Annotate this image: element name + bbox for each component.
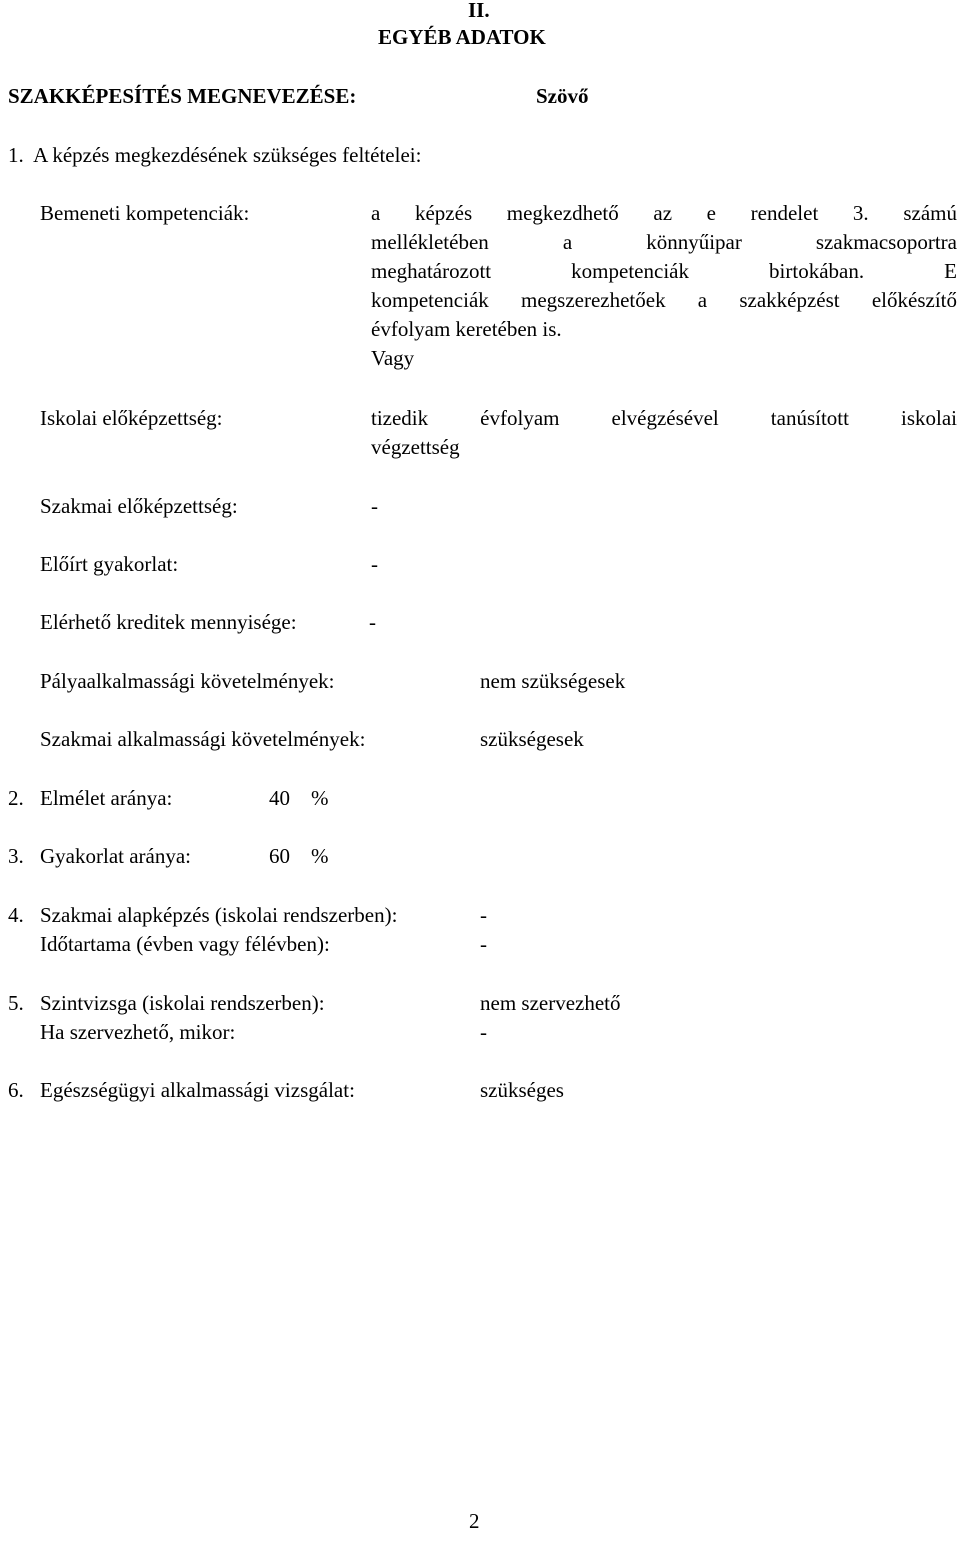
practice-ratio-value: 60 (269, 844, 290, 868)
theory-ratio-label: Elmélet aránya: (40, 786, 173, 810)
input-competence-line: évfolyam keretében is. (371, 317, 562, 341)
level-exam-value: nem szervezhető (480, 991, 621, 1015)
basic-training-label: Szakmai alapképzés (iskolai rendszerben): (40, 903, 398, 927)
duration-value: - (480, 932, 487, 956)
career-aptitude-value: nem szükségesek (480, 669, 626, 693)
school-prerequisite-line: tizedik évfolyam elvégzésével tanúsított iskolai (371, 406, 957, 430)
page-number: 2 (469, 1509, 480, 1533)
section4-number: 4. (8, 903, 24, 927)
professional-prerequisite-value: - (371, 494, 378, 518)
section5-number: 5. (8, 991, 24, 1015)
level-exam-when-value: - (480, 1020, 487, 1044)
input-competence-line: meghatározott kompetenciák birtokában. E (371, 259, 957, 283)
input-competence-text (371, 199, 957, 373)
school-prerequisite-label: Iskolai előképzettség: (40, 406, 223, 430)
section-roman-numeral: II. (468, 0, 490, 22)
practice-ratio-label: Gyakorlat aránya: (40, 844, 192, 868)
duration-label: Időtartama (évben vagy félévben): (40, 932, 330, 956)
health-exam-label: Egészségügyi alkalmassági vizsgálat: (40, 1078, 355, 1102)
input-competence-line: mellékletében a könnyűipar szakmacsoportra (371, 230, 957, 254)
section6-number: 6. (8, 1078, 24, 1102)
school-prerequisite-text (371, 404, 957, 462)
health-exam-value: szükséges (480, 1078, 564, 1102)
school-prerequisite-line: végzettség (371, 435, 460, 459)
professional-aptitude-value: szükségesek (480, 727, 584, 751)
input-competence-label: Bemeneti kompetenciák: (40, 201, 250, 225)
theory-ratio-value: 40 (269, 786, 290, 810)
professional-prerequisite-label: Szakmai előképzettség: (40, 494, 238, 518)
section1-heading: 1. A képzés megkezdésének szükséges feltételei: (8, 143, 422, 167)
level-exam-label: Szintvizsga (iskolai rendszerben): (40, 991, 325, 1015)
qualification-value: Szövő (536, 84, 589, 108)
qualification-label: SZAKKÉPESÍTÉS MEGNEVEZÉSE: (8, 84, 357, 108)
section3-number: 3. (8, 844, 24, 868)
level-exam-when-label: Ha szervezhető, mikor: (40, 1020, 236, 1044)
practice-ratio-unit: % (311, 844, 329, 868)
credits-value: - (369, 610, 376, 634)
input-competence-or: Vagy (371, 346, 415, 370)
required-practice-value: - (371, 552, 378, 576)
page-title: EGYÉB ADATOK (378, 25, 546, 49)
career-aptitude-label: Pályaalkalmassági követelmények: (40, 669, 335, 693)
required-practice-label: Előírt gyakorlat: (40, 552, 179, 576)
input-competence-line: a képzés megkezdhető az e rendelet 3. számú (371, 201, 957, 225)
professional-aptitude-label: Szakmai alkalmassági követelmények: (40, 727, 366, 751)
section2-number: 2. (8, 786, 24, 810)
basic-training-value: - (480, 903, 487, 927)
input-competence-line: kompetenciák megszerezhetőek a szakképzést előkészítő (371, 288, 957, 312)
theory-ratio-unit: % (311, 786, 329, 810)
credits-label: Elérhető kreditek mennyisége: (40, 610, 297, 634)
